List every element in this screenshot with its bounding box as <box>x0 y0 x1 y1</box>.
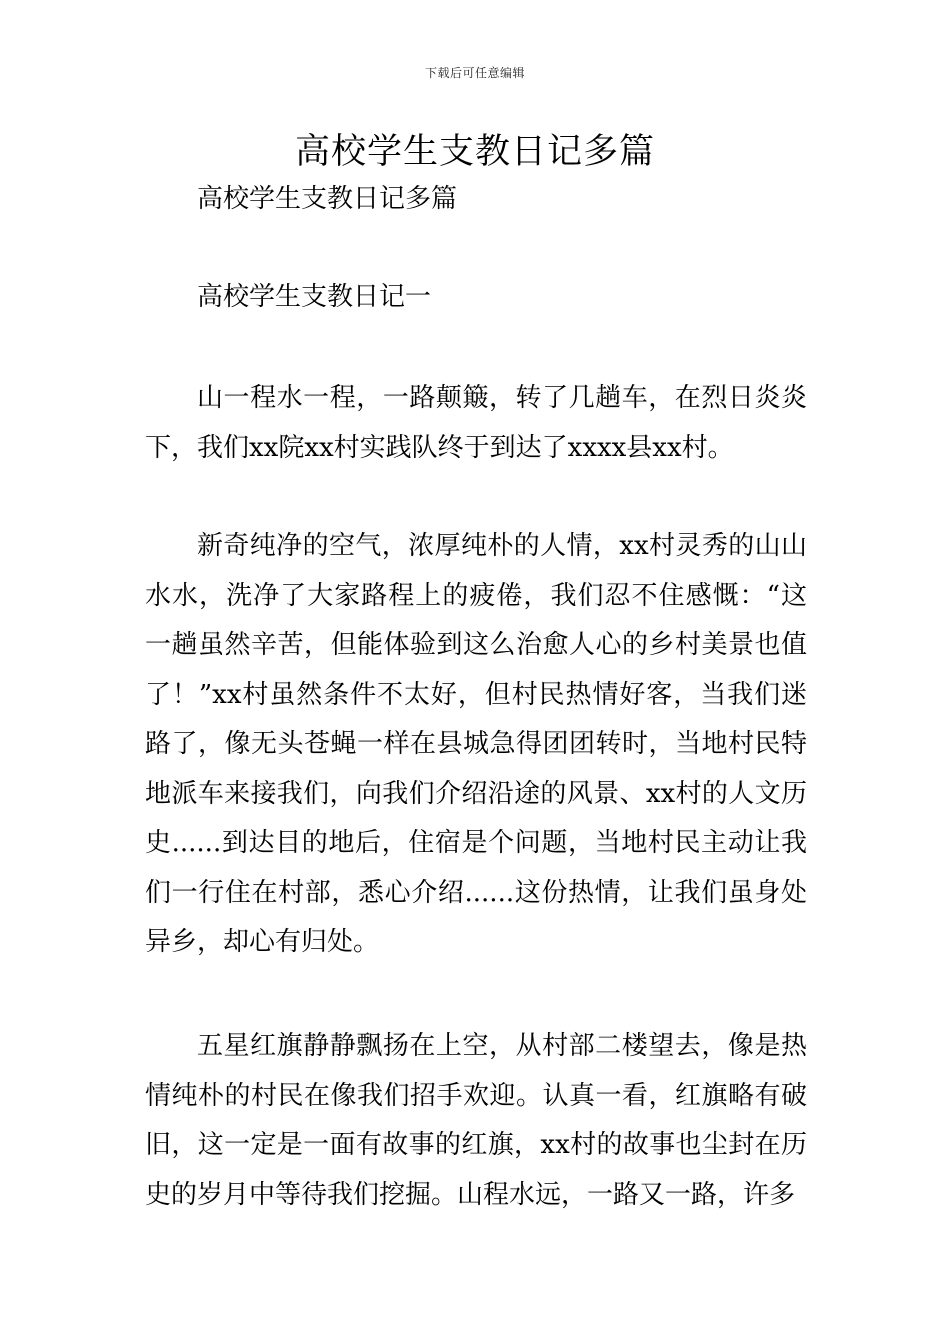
document-subtitle: 高校学生支教日记多篇 <box>197 184 458 214</box>
section-heading: 高校学生支教日记一 <box>197 282 432 312</box>
document-title: 高校学生支教日记多篇 <box>294 132 655 172</box>
page-header-note: 下载后可任意编辑 <box>424 66 525 80</box>
paragraph: 五星红旗静静飘扬在上空，从村部二楼望去，像是热情纯朴的村民在像我们招手欢迎。认真一看，红旗略有破旧，这一定是一面有故事的红旗，xx村的故事也尘封在历史的岁月中等待我们挖掘。山程水远，一路又一路，许多 <box>145 1031 807 1210</box>
paragraph: 新奇纯净的空气，浓厚纯朴的人情，xx村灵秀的山山水水，洗净了大家路程上的疲倦，我们忍不住感慨：“这一趟虽然辛苦，但能体验到这么治愈人心的乡村美景也值了！”xx村虽然条件不太好，但村民热情好客，当我们迷路了，像无头苍蝇一样在县城急得团团转时，当地村民特地派车来接我们，向我们介绍沿途的风景、xx村的人文历史......到达目的地后，住宿是个问题，当地村民主动让我们一行住在村部，悉心介绍......这份热情，让我们虽身处异乡，却心有归处。 <box>145 531 807 957</box>
paragraph: 山一程水一程，一路颠簸，转了几趟车，在烈日炎炎下，我们xx院xx村实践队终于到达了xxxx县xx村。 <box>145 383 807 463</box>
